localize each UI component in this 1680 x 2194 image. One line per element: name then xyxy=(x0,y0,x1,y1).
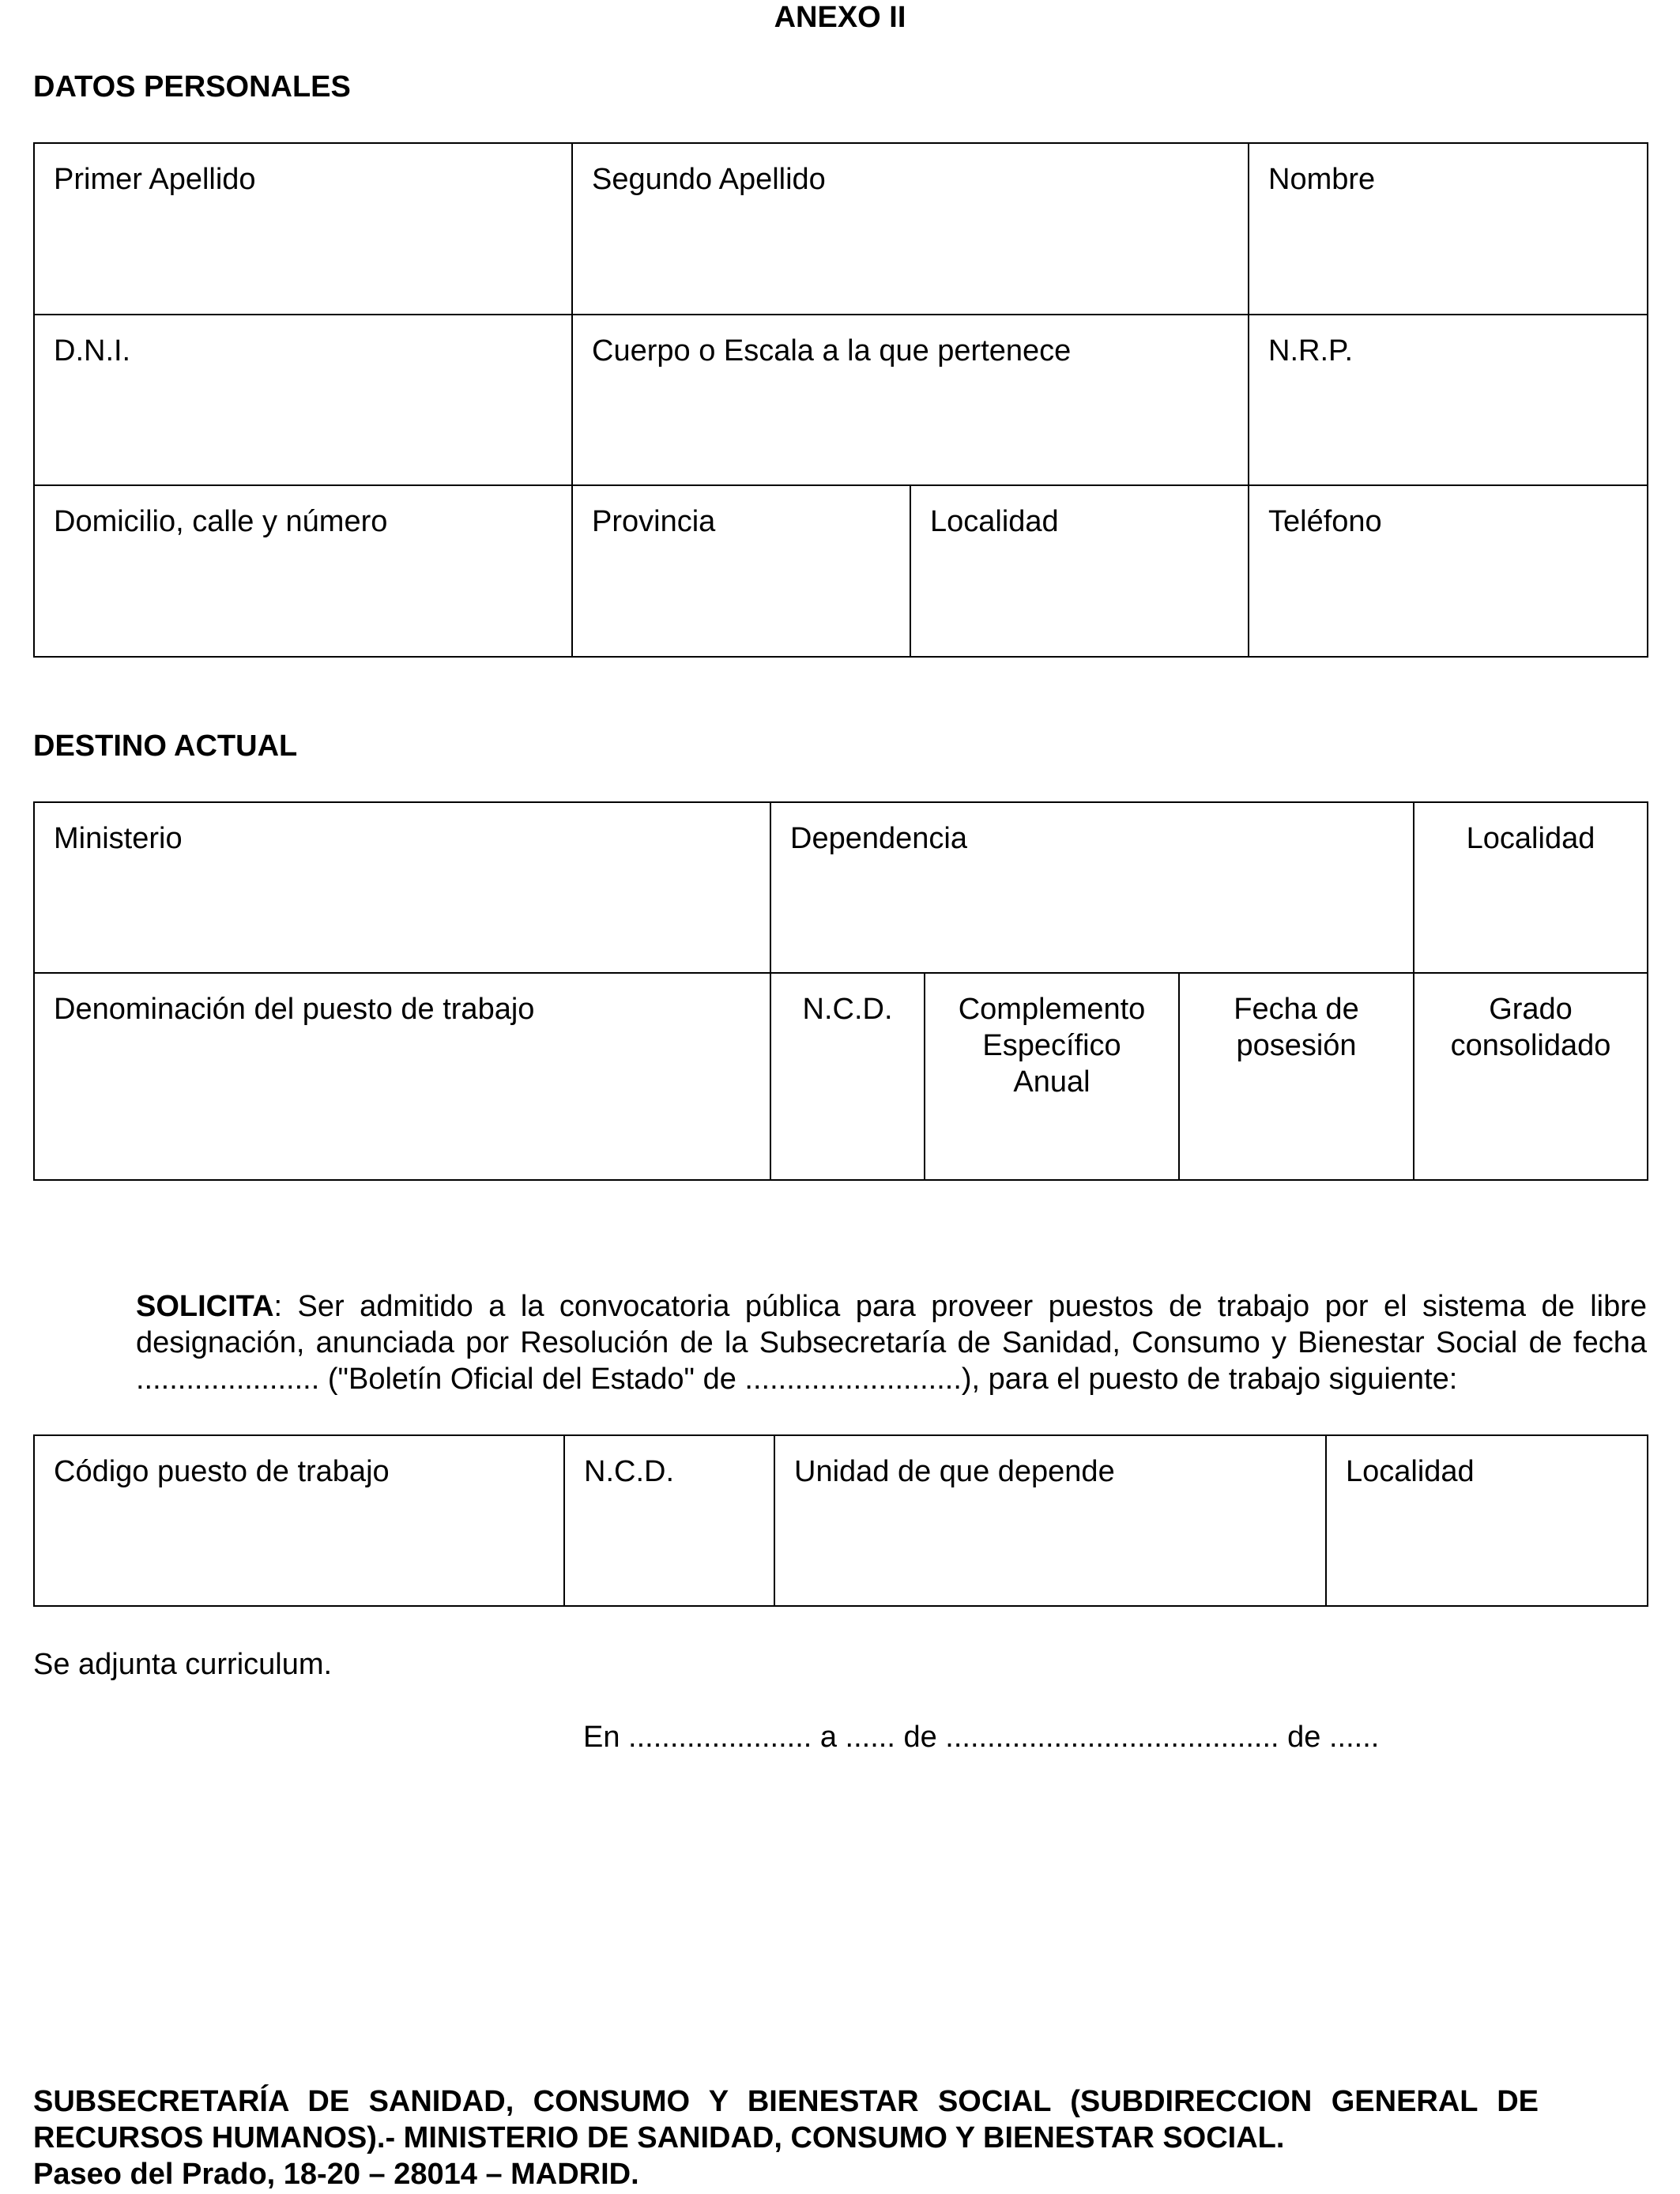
table-row xyxy=(34,485,1648,657)
footer-line-1: SUBSECRETARÍA DE SANIDAD, CONSUMO Y BIENESTAR SOCIAL (SUBDIRECCION GENERAL DE RECURSOS HUMANOS).- MINISTERIO DE SANIDAD, CONSUMO Y BIENESTAR SOCIAL. xyxy=(33,2085,1539,2154)
table-row xyxy=(34,973,1648,1180)
field-localidad-destino[interactable]: Localidad xyxy=(1414,802,1648,973)
personal-data-table xyxy=(33,142,1648,658)
field-localidad[interactable]: Localidad xyxy=(910,485,1249,657)
field-dependencia[interactable]: Dependencia xyxy=(770,802,1414,973)
section-heading-personal: DATOS PERSONALES xyxy=(33,70,351,104)
page-title: ANEXO II xyxy=(774,1,906,34)
field-cuerpo-escala[interactable]: Cuerpo o Escala a la que pertenece xyxy=(572,315,1249,485)
field-provincia[interactable]: Provincia xyxy=(572,485,910,657)
section-heading-destino: DESTINO ACTUAL xyxy=(33,729,298,763)
field-fecha-posesion[interactable]: Fecha de posesión xyxy=(1179,973,1414,1180)
fecha-linea: En ...................... a ...... de ........................................ de ...... xyxy=(583,1721,1380,1754)
adjunta-curriculum: Se adjunta curriculum. xyxy=(33,1648,333,1681)
field-complemento-especifico[interactable]: Complemento Específico Anual xyxy=(925,973,1179,1180)
solicita-label: SOLICITA xyxy=(136,1290,274,1323)
field-grado-consolidado[interactable]: Grado consolidado xyxy=(1414,973,1648,1180)
solicita-text: : Ser admitido a la convocatoria pública para proveer puestos de trabajo por el sistema de libre designación, anunciada por Resolución de la Subsecretaría de Sanidad, Consumo y Bienestar Social de fecha ...................... ("Boletín Oficial del Estado" de ..........................), para el puesto de trabajo siguiente: xyxy=(136,1290,1647,1396)
table-row xyxy=(34,802,1648,973)
field-nrp[interactable]: N.R.P. xyxy=(1249,315,1648,485)
field-ministerio[interactable]: Ministerio xyxy=(34,802,770,973)
puesto-table xyxy=(33,1434,1648,1607)
footer-line-2: Paseo del Prado, 18-20 – 28014 – MADRID. xyxy=(33,2158,639,2191)
field-denominacion-puesto[interactable]: Denominación del puesto de trabajo xyxy=(34,973,770,1180)
footer-address xyxy=(33,2083,1539,2192)
field-nombre[interactable]: Nombre xyxy=(1249,143,1648,315)
field-primer-apellido[interactable]: Primer Apellido xyxy=(34,143,572,315)
field-domicilio[interactable]: Domicilio, calle y número xyxy=(34,485,572,657)
field-localidad-puesto[interactable]: Localidad xyxy=(1326,1435,1648,1606)
field-segundo-apellido[interactable]: Segundo Apellido xyxy=(572,143,1249,315)
table-row xyxy=(34,315,1648,485)
field-codigo-puesto[interactable]: Código puesto de trabajo xyxy=(34,1435,564,1606)
field-unidad-depende[interactable]: Unidad de que depende xyxy=(774,1435,1326,1606)
field-telefono[interactable]: Teléfono xyxy=(1249,485,1648,657)
table-row xyxy=(34,1435,1648,1606)
solicita-paragraph xyxy=(136,1288,1647,1397)
table-row xyxy=(34,143,1648,315)
destino-table xyxy=(33,801,1648,1181)
field-ncd-puesto[interactable]: N.C.D. xyxy=(564,1435,774,1606)
field-ncd-destino[interactable]: N.C.D. xyxy=(770,973,925,1180)
field-dni[interactable]: D.N.I. xyxy=(34,315,572,485)
